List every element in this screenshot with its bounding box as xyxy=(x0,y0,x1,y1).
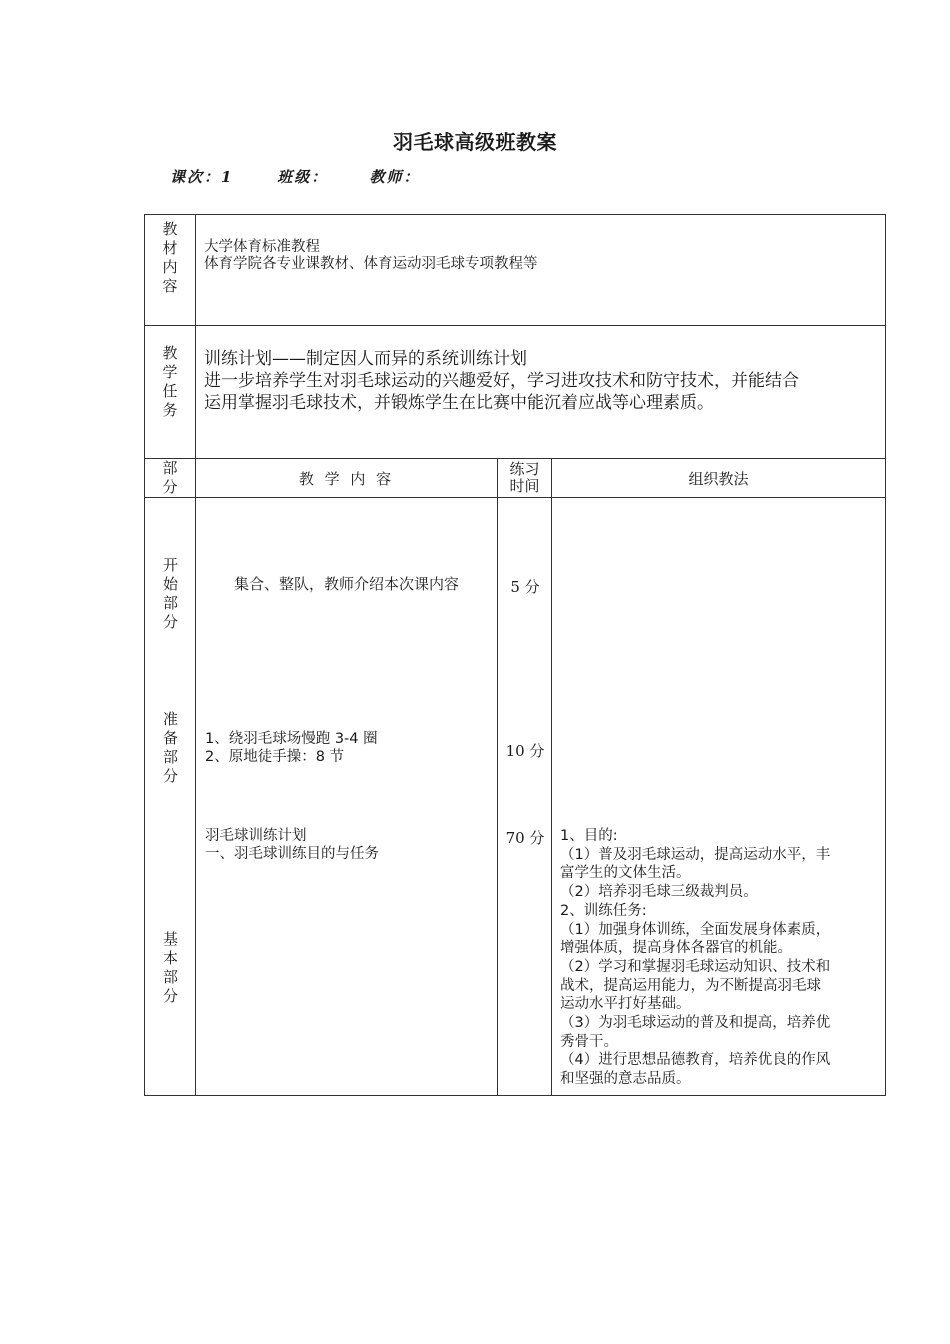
method-line: （1）加强身体训练，全面发展身体素质， xyxy=(560,921,831,938)
materials-line: 大学体育标准教程 xyxy=(204,239,320,255)
label-char: 准 xyxy=(162,710,178,728)
label-char: 分 xyxy=(162,613,178,631)
label-char: 容 xyxy=(162,277,178,295)
method-line: 和坚强的意志品质。 xyxy=(560,1071,691,1088)
label-char: 任 xyxy=(162,382,178,400)
section-label-prep xyxy=(145,710,196,786)
section-content-start xyxy=(196,575,497,593)
method-line: 1、目的: xyxy=(560,828,618,844)
header-time-line: 时间 xyxy=(509,477,540,495)
label-char: 部 xyxy=(162,594,178,612)
header-content: 教 学 内 容 xyxy=(196,459,498,498)
section-time-main: 70 分 xyxy=(505,829,545,847)
method-line: （2）学习和掌握羽毛球运动知识、技术和 xyxy=(560,958,831,975)
section-label-main xyxy=(145,930,196,1006)
materials-row xyxy=(145,215,886,326)
lesson-meta xyxy=(170,166,420,187)
content-column xyxy=(196,498,498,1096)
materials-line: 体育学院各专业课教材、体育运动羽毛球专项教程等 xyxy=(204,256,538,272)
method-line: 运动水平打好基础。 xyxy=(560,996,691,1013)
materials-content xyxy=(196,215,886,326)
section-content-main xyxy=(205,827,379,863)
label-char: 部 xyxy=(162,748,178,766)
teacher-field: 教师： xyxy=(369,168,421,186)
method-line: 增强体质，提高身体各器官的机能。 xyxy=(560,940,792,957)
label-char: 务 xyxy=(162,401,178,419)
label-char: 分 xyxy=(162,478,178,496)
materials-label xyxy=(145,215,196,326)
label-char: 开 xyxy=(162,556,178,574)
label-char: 学 xyxy=(162,363,178,381)
label-char: 内 xyxy=(162,258,178,276)
label-char: 材 xyxy=(162,239,178,257)
header-time-line: 练习 xyxy=(509,460,540,478)
tasks-line: 训练计划——制定因人而异的系统训练计划 xyxy=(204,349,527,369)
lesson-number: 课次：1 xyxy=(170,168,234,186)
header-part xyxy=(145,459,196,498)
label-char: 本 xyxy=(162,949,178,967)
method-line: （1）普及羽毛球运动，提高运动水平，丰 xyxy=(560,846,831,863)
header-row xyxy=(145,459,886,498)
section-label-start xyxy=(145,556,196,632)
method-text xyxy=(560,827,879,1089)
label-char: 基 xyxy=(162,930,178,948)
content-line: 2、原地徒手操：8 节 xyxy=(205,749,345,765)
class-field: 班级： xyxy=(277,168,329,186)
header-time xyxy=(498,459,552,498)
tasks-row xyxy=(145,326,886,459)
method-line: 富学生的文体生活。 xyxy=(560,865,691,882)
method-line: 2、训练任务: xyxy=(560,902,647,919)
section-time-start: 5 分 xyxy=(510,578,540,596)
tasks-line: 运用掌握羽毛球技术，并锻炼学生在比赛中能沉着应战等心理素质。 xyxy=(204,393,714,413)
content-line: 羽毛球训练计划 xyxy=(205,828,307,844)
method-line: （4）进行思想品德教育，培养优良的作风 xyxy=(560,1052,831,1069)
body-row xyxy=(145,498,886,1096)
time-column xyxy=(498,498,552,1096)
label-char: 分 xyxy=(162,987,178,1005)
tasks-content xyxy=(196,326,886,459)
part-column xyxy=(145,498,196,1096)
label-char: 部 xyxy=(162,968,178,986)
section-time-prep: 10 分 xyxy=(505,742,545,760)
method-line: （3）为羽毛球运动的普及和提高，培养优 xyxy=(560,1015,831,1032)
content-line: 1、绕羽毛球场慢跑 3-4 圈 xyxy=(205,731,378,747)
tasks-line: 进一步培养学生对羽毛球运动的兴趣爱好，学习进攻技术和防守技术，并能结合 xyxy=(204,371,799,391)
section-content-prep xyxy=(205,730,378,766)
label-char: 分 xyxy=(162,767,178,785)
header-method: 组织教法 xyxy=(552,459,886,498)
label-char: 教 xyxy=(162,344,178,362)
method-line: 秀骨干。 xyxy=(560,1033,618,1050)
method-line: （2）培养羽毛球三级裁判员。 xyxy=(560,884,758,901)
method-column xyxy=(552,498,886,1096)
method-line: 战术，提高运用能力，为不断提高羽毛球 xyxy=(560,977,821,994)
tasks-label xyxy=(145,326,196,459)
content-line: 集合、整队，教师介绍本次课内容 xyxy=(233,575,459,593)
label-char: 始 xyxy=(162,575,178,593)
label-char: 部 xyxy=(162,459,178,477)
lesson-plan-table xyxy=(144,214,886,1096)
content-line: 一、羽毛球训练目的与任务 xyxy=(205,846,379,862)
label-char: 教 xyxy=(162,220,178,238)
label-char: 备 xyxy=(162,729,178,747)
document-title: 羽毛球高级班教案 xyxy=(393,130,557,154)
